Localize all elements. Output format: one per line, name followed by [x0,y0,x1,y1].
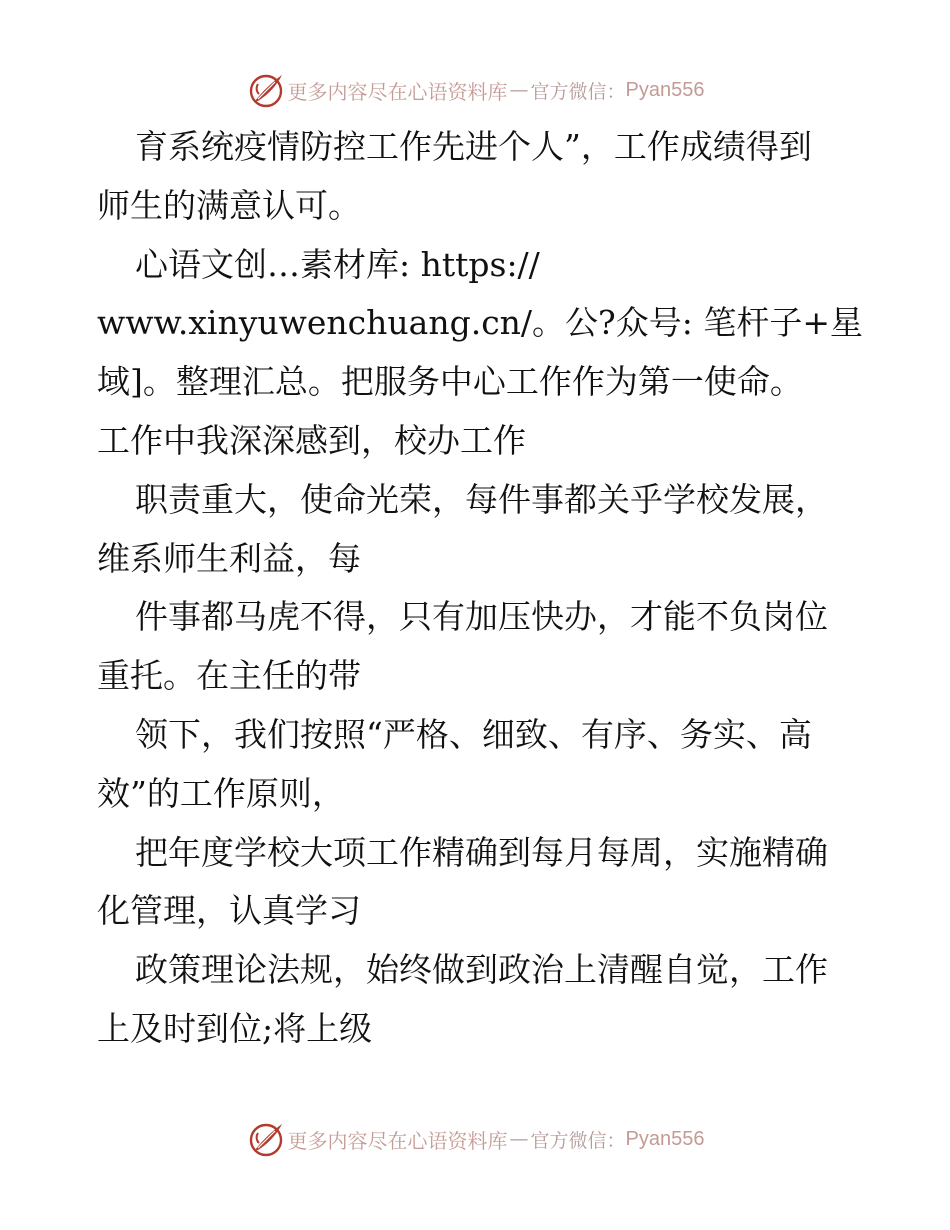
text-line: 职责重大，使命光荣，每件事都关乎学校发展， [135,479,828,519]
text-line: 件事都马虎不得，只有加压快办，才能不负岗位 [135,597,828,637]
text-line: 化管理，认真学习 [97,891,361,931]
text-line: 政策理论法规，始终做到政治上清醒自觉，工作 [135,950,828,990]
quill-pen-logo-icon [246,70,286,110]
header-wechat-id: Pyan556 [625,78,705,101]
text-line: 工作中我深深感到，校办工作 [97,420,526,460]
text-line: 维系师生利益，每 [97,538,361,578]
header-banner [0,68,950,112]
text-line: 心语文创…素材库: https:// [135,244,540,284]
header-wechat-label: 官方微信： [530,80,626,103]
text-line: 育系统疫情防控工作先进个人”，工作成绩得到 [135,127,812,166]
document-body [97,118,863,1059]
header-banner-separator: — [509,79,529,101]
footer-banner-separator: — [509,1128,529,1150]
text-line: www.xinyuwenchuang.cn/。公?众号: 笔杆子+星 [97,303,863,343]
text-line: 把年度学校大项工作精确到每月每周，实施精确 [135,832,828,872]
quill-pen-logo-icon [246,1119,286,1159]
footer-wechat-id: Pyan556 [625,1127,705,1150]
text-line: 效”的工作原则， [97,773,345,813]
text-line: 领下，我们按照“严格、细致、有序、务实、高 [135,714,812,754]
text-line: 域]。整理汇总。把服务中心工作作为第一使命。 [97,362,803,402]
footer-wechat-label: 官方微信： [530,1129,626,1152]
text-line: 师生的满意认可。 [97,185,361,225]
footer-banner-text: 更多内容尽在心语资料库 [287,1128,508,1153]
text-line: 重托。在主任的带 [97,656,361,696]
footer-banner [0,1117,950,1161]
text-line: 上及时到位;将上级 [97,1008,373,1048]
header-banner-text: 更多内容尽在心语资料库 [287,79,508,104]
